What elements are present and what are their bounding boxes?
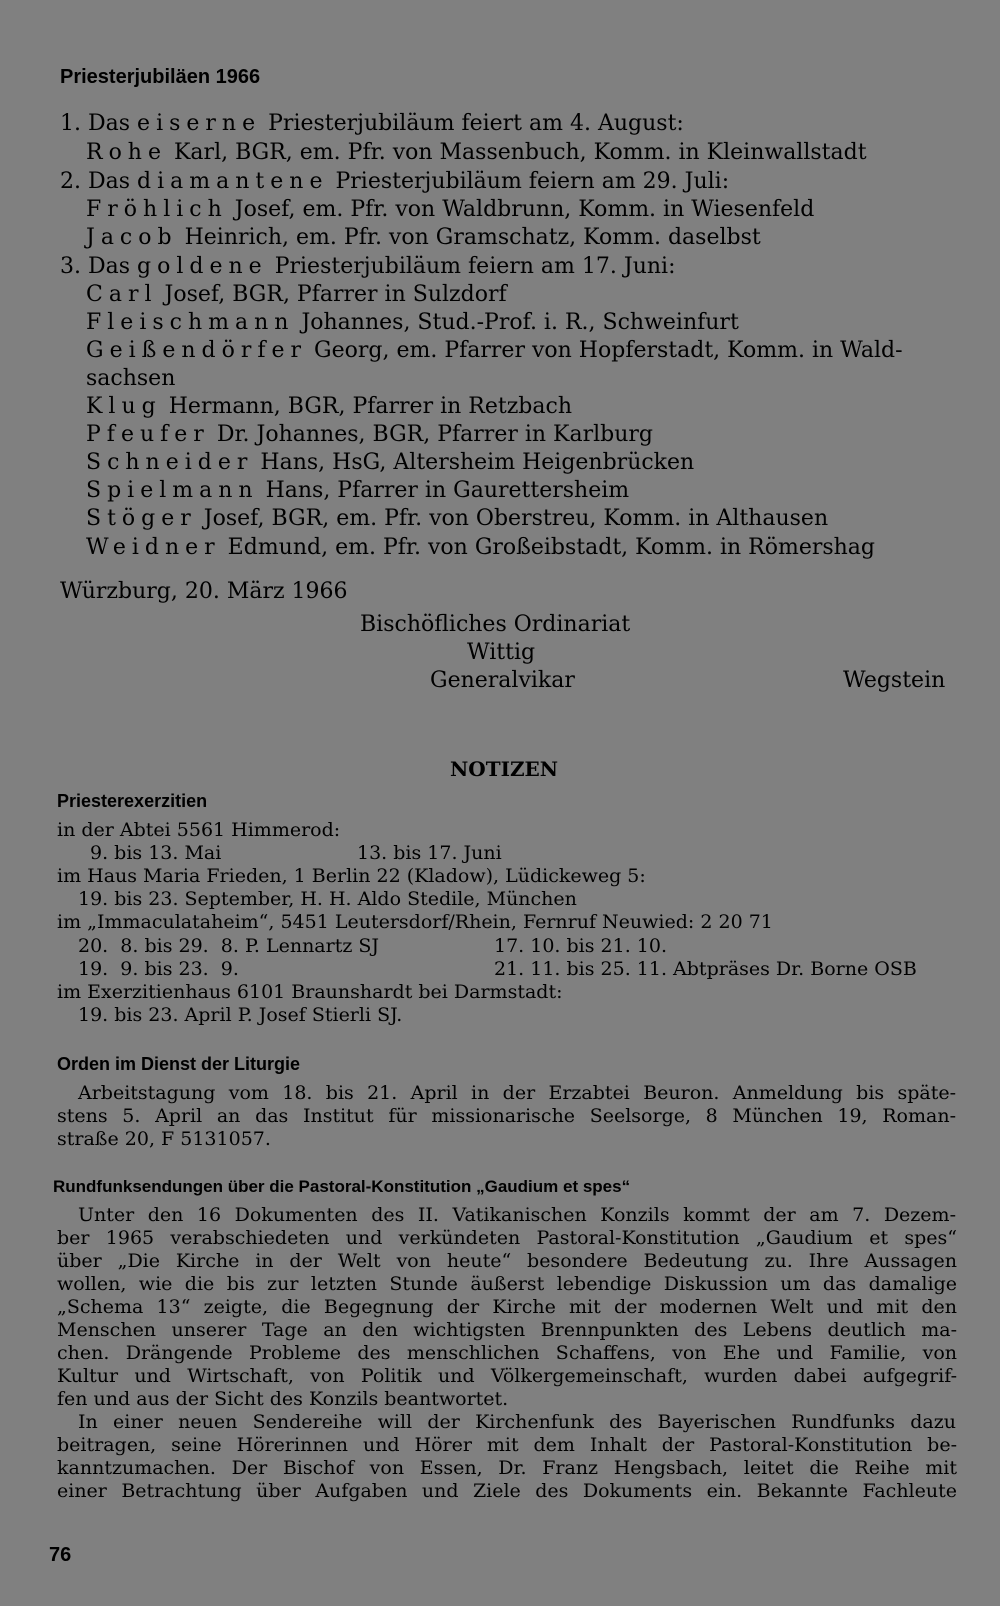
person-surname: Schneider — [86, 450, 254, 475]
signature-name: Wittig — [467, 640, 536, 665]
person-surname: Stöger — [86, 506, 197, 531]
exerzitien-date: 20. 8. bis 29. 8. P. Lennartz SJ — [78, 935, 380, 957]
paragraph-line: ber 1965 verabschiedeten und verkündeten Pastoral-Konstitution „Gaudium et spes“ — [57, 1227, 957, 1249]
exerzitien-date: 21. 11. bis 25. 11. Abtpräses Dr. Borne OSB — [494, 958, 917, 980]
spaced-word: goldene — [137, 254, 268, 279]
paragraph-line: fen und aus der Sicht des Konzils beantwortet. — [57, 1388, 509, 1410]
paragraph-line: Menschen unserer Tage an den wichtigsten Brennpunkten des Lebens deutlich ma- — [57, 1319, 957, 1341]
paragraph-line: straße 20, F 5131057. — [57, 1128, 271, 1150]
list-text: Das — [88, 254, 131, 279]
person-details: Georg, em. Pfarrer von Hopferstadt, Komm. in Wald- — [314, 338, 903, 363]
exerzitien-line: in der Abtei 5561 Himmerod: — [57, 819, 341, 841]
place-date: Würzburg, 20. März 1966 — [60, 579, 348, 604]
paragraph-line: chen. Drängende Probleme des menschlichen Schaffens, von Ehe und Familie, von — [57, 1342, 957, 1364]
person-details: Heinrich, em. Pfr. von Gramschatz, Komm. daselbst — [184, 225, 761, 250]
person-details: Hans, HsG, Altersheim Heigenbrücken — [260, 450, 695, 475]
paragraph-line: In einer neuen Sendereihe will der Kirchenfunk des Bayerischen Rundfunks dazu — [78, 1411, 956, 1433]
list-text: Das — [88, 111, 131, 136]
person-surname: Pfeufer — [86, 422, 210, 447]
person-surname: Fröhlich — [86, 197, 228, 222]
paragraph-line: einer Betrachtung über Aufgaben und Ziele des Dokuments ein. Bekannte Fachleute — [57, 1480, 957, 1502]
list-text: Priesterjubiläum feiern am 29. Juli: — [335, 169, 730, 194]
spaced-word: eiserne — [137, 111, 262, 136]
section-title-rundfunk: Rundfunksendungen über die Pastoral-Konstitution „Gaudium et spes“ — [53, 1177, 631, 1196]
spaced-word: diamantene — [137, 169, 329, 194]
exerzitien-line: im Exerzitienhaus 6101 Braunshardt bei Darmstadt: — [57, 981, 563, 1003]
exerzitien-date: 19. bis 23. April P. Josef Stierli SJ. — [78, 1004, 403, 1026]
list-number: 1. — [60, 111, 81, 136]
person-details: Hermann, BGR, Pfarrer in Retzbach — [168, 394, 572, 419]
list-number: 2. — [60, 169, 81, 194]
person-details: Edmund, em. Pfr. von Großeibstadt, Komm. in Römershag — [227, 535, 876, 560]
paragraph-line: Arbeitstagung vom 18. bis 21. April in der Erzabtei Beuron. Anmeldung bis späte- — [78, 1082, 956, 1104]
notizen-heading: NOTIZEN — [450, 757, 559, 781]
person-surname: Weidner — [86, 535, 221, 560]
list-text: Priesterjubiläum feiert am 4. August: — [268, 111, 684, 136]
jubilee-entry — [86, 312, 739, 334]
list-number: 3. — [60, 254, 81, 279]
paragraph-line: über „Die Kirche in der Welt von heute“ besondere Bedeutung zu. Ihre Aussagen — [57, 1250, 957, 1272]
paragraph-line: Kultur und Wirtschaft, von Politik und Völkergemeinschaft, wurden dabei aufgegrif- — [57, 1365, 957, 1387]
jubilee-entry — [86, 508, 828, 530]
jubilee-entry — [86, 452, 694, 474]
exerzitien-date: 19. 9. bis 23. 9. — [78, 958, 239, 980]
exerzitien-date: 13. bis 17. Juni — [357, 842, 502, 864]
paragraph-line: Unter den 16 Dokumenten des II. Vatikanischen Konzils kommt der am 7. Dezem- — [78, 1204, 956, 1226]
section-title-orden: Orden im Dienst der Liturgie — [57, 1054, 301, 1074]
signature-name-2: Wegstein — [843, 668, 946, 693]
list-text: Priesterjubiläum feiern am 17. Juni: — [274, 254, 676, 279]
exerzitien-line: im „Immaculataheim“, 5451 Leutersdorf/Rhein, Fernruf Neuwied: 2 20 71 — [57, 911, 773, 933]
jubilee-entry — [86, 340, 903, 362]
jubilee-entry — [86, 284, 507, 306]
signature-office: Bischöfliches Ordinariat — [360, 612, 631, 637]
paragraph-line: wollen, wie die bis zur letzten Stunde äußerst lebendige Diskussion um das damalige — [57, 1273, 957, 1295]
jubilee-entry — [86, 480, 629, 502]
signature-role: Generalvikar — [430, 668, 575, 693]
paragraph-line: kanntzumachen. Der Bischof von Essen, Dr. Franz Hengsbach, leitet die Reihe mit — [57, 1457, 957, 1479]
exerzitien-line: im Haus Maria Frieden, 1 Berlin 22 (Kladow), Lüdickeweg 5: — [57, 865, 646, 887]
person-surname: Geißendörfer — [86, 338, 308, 363]
list-text: Das — [88, 169, 131, 194]
person-details: Hans, Pfarrer in Gaurettersheim — [265, 478, 630, 503]
person-surname: Klug — [86, 394, 162, 419]
exerzitien-date: 17. 10. bis 21. 10. — [494, 935, 668, 957]
person-details: Karl, BGR, em. Pfr. von Massenbuch, Komm. in Kleinwallstadt — [174, 140, 867, 165]
jubilee-entry — [86, 142, 867, 164]
exerzitien-date: 9. bis 13. Mai — [90, 842, 222, 864]
paragraph-line: „Schema 13“ zeigte, die Begegnung der Kirche mit der modernen Welt und mit den — [57, 1296, 957, 1318]
person-surname: Carl — [86, 282, 158, 307]
paragraph-line: stens 5. April an das Institut für missionarische Seelsorge, 8 München 19, Roman- — [57, 1105, 956, 1127]
person-surname: Spielmann — [86, 478, 259, 503]
person-details: Dr. Johannes, BGR, Pfarrer in Karlburg — [216, 422, 653, 447]
jubilee-heading-1 — [60, 113, 684, 135]
jubilee-heading-3 — [60, 256, 675, 278]
person-surname: Fleischmann — [86, 310, 295, 335]
jubilee-entry — [86, 227, 761, 249]
person-details: Josef, BGR, Pfarrer in Sulzdorf — [164, 282, 507, 307]
jubilee-entry — [86, 537, 875, 559]
jubilee-entry-continuation: sachsen — [86, 366, 176, 391]
jubilee-entry — [86, 396, 572, 418]
person-surname: Rohe — [86, 140, 167, 165]
exerzitien-date: 19. bis 23. September, H. H. Aldo Stedile, München — [78, 888, 577, 910]
section-title-jubilaen: Priesterjubiläen 1966 — [60, 66, 261, 88]
person-surname: Jacob — [86, 225, 178, 250]
person-details: Johannes, Stud.-Prof. i. R., Schweinfurt — [301, 310, 739, 335]
page-number: 76 — [49, 1544, 72, 1566]
jubilee-entry — [86, 424, 653, 446]
jubilee-entry — [86, 199, 814, 221]
section-title-exerzitien: Priesterexerzitien — [57, 791, 208, 811]
person-details: Josef, BGR, em. Pfr. von Oberstreu, Komm. in Althausen — [203, 506, 829, 531]
jubilee-heading-2 — [60, 171, 729, 193]
person-details: Josef, em. Pfr. von Waldbrunn, Komm. in Wiesenfeld — [234, 197, 815, 222]
paragraph-line: beitragen, seine Hörerinnen und Hörer mit dem Inhalt der Pastoral-Konstitution be- — [57, 1434, 957, 1456]
